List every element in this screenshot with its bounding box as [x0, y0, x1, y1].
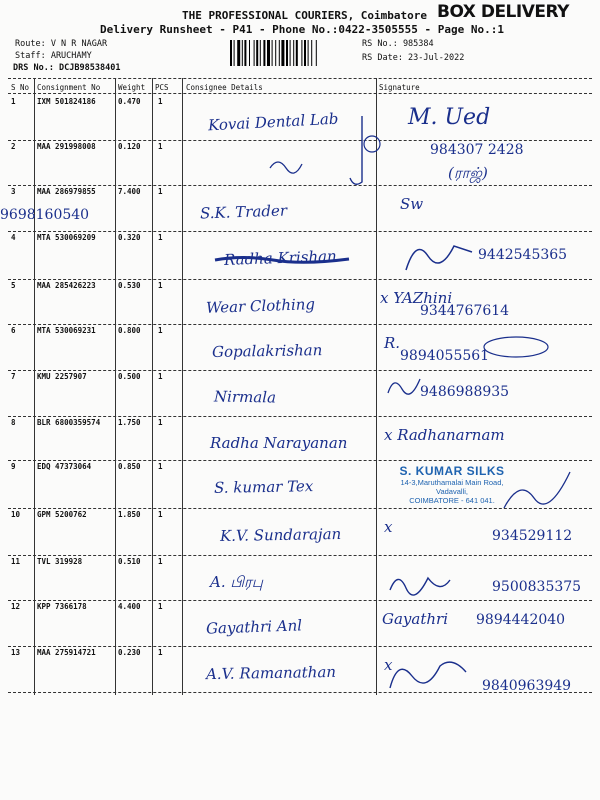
row-signature: Gayathri: [382, 610, 448, 628]
row-weight: 0.850: [118, 462, 141, 471]
row-pcs: 1: [158, 510, 163, 519]
row-divider: [8, 370, 592, 371]
row-sno: 6: [11, 326, 16, 335]
row-pcs: 1: [158, 418, 163, 427]
row-consignment-no: IXM 501824186: [37, 97, 96, 106]
row-consignment-no: GPM 5200762: [37, 510, 87, 519]
column-divider: [152, 78, 153, 695]
row-weight: 0.800: [118, 326, 141, 335]
row-pcs: 1: [158, 142, 163, 151]
row-consignment-no: MTA 530069209: [37, 233, 96, 242]
row-signature: x Radhanarnam: [384, 426, 505, 444]
row-signature-phone: 9894442040: [476, 612, 566, 628]
row-sno: 3: [11, 187, 16, 196]
scribble-row6: [478, 332, 558, 364]
row-consignee-handwritten: A.V. Ramanathan: [205, 662, 337, 684]
row-pcs: 1: [158, 462, 163, 471]
row-divider: [8, 646, 592, 647]
row-signature-phone: 9894055561: [400, 348, 490, 364]
column-signature: Signature: [379, 83, 420, 92]
row-sno: 9: [11, 462, 16, 471]
row-divider: [8, 324, 592, 325]
row-consignment-no: MAA 286979855: [37, 187, 96, 196]
row-consignee-handwritten: Kovai Dental Lab: [207, 109, 339, 135]
row-signature-phone: 9344767614: [420, 303, 510, 319]
box-delivery-label: BOX DELIVERY: [437, 2, 569, 22]
row-consignee-handwritten: A. பிரபு: [210, 573, 263, 591]
row-pcs: 1: [158, 97, 163, 106]
row-signature: (ராஜ்): [448, 164, 488, 182]
stamp-line: COIMBATORE - 641 041.: [409, 496, 495, 505]
row-signature-phone: 9840963949: [482, 678, 572, 694]
row-divider: [8, 600, 592, 601]
row-consignment-no: TVL 319928: [37, 557, 83, 566]
row-sno: 12: [11, 602, 21, 611]
row-pcs: 1: [158, 326, 163, 335]
row-signature: x: [384, 656, 393, 674]
row-signature: M. Ued: [408, 105, 491, 130]
row-consignee-handwritten: Nirmala: [213, 387, 277, 407]
scribble-row13: [382, 652, 472, 696]
row-signature: x YAZhini: [380, 289, 453, 307]
row-pcs: 1: [158, 281, 163, 290]
row-consignee-handwritten: S.K. Trader: [199, 201, 288, 223]
table-top-rule: [8, 78, 592, 79]
column-sno: S No: [11, 83, 30, 92]
row-weight: 0.510: [118, 557, 141, 566]
row-consignment-no: MAA 275914721: [37, 648, 96, 657]
column-consignment: Consignment No: [37, 83, 101, 92]
row-signature-phone: 9698160540: [0, 207, 90, 223]
scribble-row11: [384, 566, 454, 602]
runsheet-title: THE PROFESSIONAL COURIERS, Coimbatore: [182, 9, 428, 22]
row-consignee-handwritten: S. kumar Tex: [213, 477, 314, 497]
scribble-row2: [266, 154, 306, 176]
row-weight: 0.320: [118, 233, 141, 242]
barcode: [230, 40, 358, 66]
stamp-line: 14-3,Maruthamalai Main Road,: [400, 478, 504, 487]
row-divider: [8, 460, 592, 461]
drs-number: DRS No.: DCJB98538401: [13, 63, 121, 73]
stamp-line: Vadavalli,: [436, 487, 468, 496]
row-signature: x: [384, 518, 393, 536]
rs-number: RS No.: 985384: [362, 39, 434, 49]
row-sno: 5: [11, 281, 16, 290]
row-sno: 4: [11, 233, 16, 242]
row-signature-phone: 9442545365: [478, 247, 568, 263]
row-divider: [8, 185, 592, 186]
scribble-row7: [384, 373, 424, 399]
table-header-rule: [8, 93, 592, 94]
stamp-signature-stroke: [500, 468, 572, 514]
row-divider: [8, 140, 592, 141]
row-sno: 13: [11, 648, 21, 657]
row-signature-phone: 934529112: [492, 528, 573, 544]
row-weight: 0.230: [118, 648, 141, 657]
row-signature: Sw: [400, 195, 424, 213]
rs-date: RS Date: 23-Jul-2022: [362, 53, 465, 63]
scribble-row4: [398, 236, 478, 276]
row-consignment-no: KMU 2257907: [37, 372, 87, 381]
row-weight: 0.500: [118, 372, 141, 381]
row-consignment-no: MTA 530069231: [37, 326, 96, 335]
row-signature-phone: 9486988935: [420, 384, 510, 400]
column-weight: Weight: [118, 83, 146, 92]
row-divider: [8, 416, 592, 417]
row-weight: 7.400: [118, 187, 141, 196]
row-consignment-no: BLR 6800359574: [37, 418, 101, 427]
row-sno: 10: [11, 510, 21, 519]
row-pcs: 1: [158, 557, 163, 566]
row-weight: 4.400: [118, 602, 141, 611]
row-signature-phone: 9500835375: [492, 579, 582, 595]
row-signature: R.: [384, 334, 401, 352]
stamp-name: S. KUMAR SILKS: [399, 464, 505, 478]
row-divider: [8, 231, 592, 232]
row-sno: 7: [11, 372, 16, 381]
row-pcs: 1: [158, 372, 163, 381]
row-consignee-handwritten: Radha Narayanan: [210, 434, 348, 452]
row-weight: 1.750: [118, 418, 141, 427]
row-weight: 0.470: [118, 97, 141, 106]
row-sno: 11: [11, 557, 21, 566]
row-sno: 1: [11, 97, 16, 106]
row-weight: 0.530: [118, 281, 141, 290]
row-sno: 8: [11, 418, 16, 427]
runsheet-subtitle: Delivery Runsheet - P41 - Phone No.:0422-3505555 - Page No.:1: [100, 23, 504, 36]
row-pcs: 1: [158, 602, 163, 611]
row-divider: [8, 555, 592, 556]
row-pcs: 1: [158, 648, 163, 657]
strikethrough-row4: [213, 253, 353, 267]
staff-label: Staff: ARUCHAMY: [15, 51, 92, 61]
column-pcs: PCS: [155, 83, 169, 92]
column-consignee: Consignee Details: [186, 83, 263, 92]
row-consignee-handwritten: K.V. Sundarajan: [219, 524, 342, 546]
row-consignee-handwritten: Gayathri Anl: [205, 616, 303, 638]
row-pcs: 1: [158, 187, 163, 196]
column-divider: [182, 78, 183, 695]
row-consignee-handwritten: Wear Clothing: [205, 295, 316, 317]
row-consignment-no: KPP 7366178: [37, 602, 87, 611]
row-consignment-no: EDQ 47373064: [37, 462, 92, 471]
row-consignment-no: MAA 285426223: [37, 281, 96, 290]
row-consignee-handwritten: Gopalakrishan: [211, 341, 323, 361]
row-pcs: 1: [158, 233, 163, 242]
row-consignment-no: MAA 291998008: [37, 142, 96, 151]
row-sno: 2: [11, 142, 16, 151]
column-divider: [115, 78, 116, 695]
scribble-row1: [344, 112, 384, 192]
row-weight: 0.120: [118, 142, 141, 151]
route-label: Route: V N R NAGAR: [15, 39, 108, 49]
row-divider: [8, 279, 592, 280]
row-consignee-handwritten: Radha Krishan: [223, 247, 337, 269]
column-divider: [34, 78, 35, 695]
row-signature-phone: 984307 2428: [430, 142, 524, 158]
row-weight: 1.850: [118, 510, 141, 519]
